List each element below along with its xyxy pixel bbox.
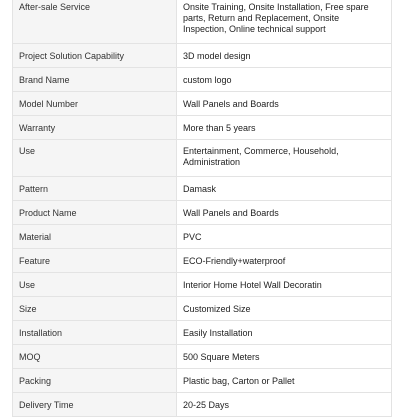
spec-label: Model Number [13, 92, 177, 116]
spec-label: Delivery Time [13, 393, 177, 417]
spec-label: Project Solution Capability [13, 44, 177, 68]
spec-value: 3D model design [177, 44, 392, 68]
spec-row [13, 44, 392, 68]
spec-value: Entertainment, Commerce, Household, Administration [177, 140, 392, 177]
spec-value: ECO-Friendly+waterproof [177, 249, 392, 273]
spec-row [13, 177, 392, 201]
spec-value: Easily Installation [177, 321, 392, 345]
spec-value: custom logo [177, 68, 392, 92]
spec-row [13, 201, 392, 225]
spec-value: Wall Panels and Boards [177, 201, 392, 225]
spec-label: Pattern [13, 177, 177, 201]
spec-row [13, 0, 392, 44]
spec-row [13, 140, 392, 177]
spec-row [13, 297, 392, 321]
spec-row [13, 116, 392, 140]
spec-value: More than 5 years [177, 116, 392, 140]
spec-row [13, 273, 392, 297]
spec-label: Use [13, 273, 177, 297]
product-spec-table-container [12, 0, 392, 417]
spec-label: Material [13, 225, 177, 249]
spec-label: Brand Name [13, 68, 177, 92]
spec-label: Feature [13, 249, 177, 273]
spec-value: 500 Square Meters [177, 345, 392, 369]
spec-value: Onsite Training, Onsite Installation, Free spare parts, Return and Replacement, Onsite Inspection, Online technical support [177, 0, 392, 44]
spec-label: Use [13, 140, 177, 177]
spec-value: Damask [177, 177, 392, 201]
spec-label: Product Name [13, 201, 177, 225]
spec-label: After-sale Service [13, 0, 177, 44]
spec-value: 20-25 Days [177, 393, 392, 417]
spec-label: MOQ [13, 345, 177, 369]
spec-value: Plastic bag, Carton or Pallet [177, 369, 392, 393]
spec-value: Interior Home Hotel Wall Decoratin [177, 273, 392, 297]
spec-row [13, 321, 392, 345]
product-spec-table [12, 0, 392, 417]
spec-row [13, 393, 392, 417]
spec-label: Installation [13, 321, 177, 345]
spec-row [13, 369, 392, 393]
spec-row [13, 68, 392, 92]
spec-label: Packing [13, 369, 177, 393]
spec-row [13, 345, 392, 369]
spec-row [13, 92, 392, 116]
spec-value: PVC [177, 225, 392, 249]
spec-label: Size [13, 297, 177, 321]
spec-row [13, 225, 392, 249]
spec-label: Warranty [13, 116, 177, 140]
spec-value: Customized Size [177, 297, 392, 321]
spec-value: Wall Panels and Boards [177, 92, 392, 116]
spec-row [13, 249, 392, 273]
